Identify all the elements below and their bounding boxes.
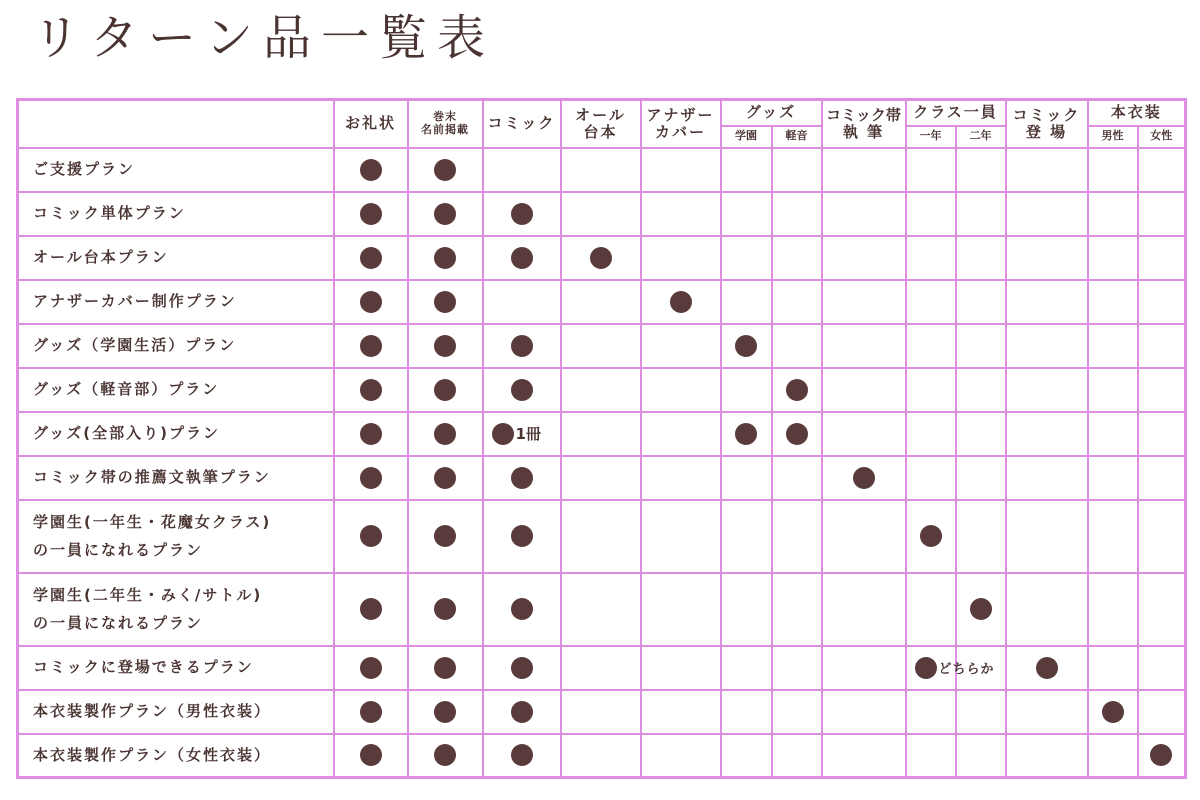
header-appear-line1: コミック — [1012, 105, 1081, 124]
plan-name-line: 学園生(二年生・みく/サトル) — [33, 585, 263, 604]
cell-class-first — [906, 324, 956, 368]
cell-appear — [1006, 412, 1088, 456]
header-plan-corner — [18, 100, 334, 148]
cell-class-first — [906, 573, 956, 646]
cell-class-first — [906, 734, 956, 778]
cell-goods-music — [772, 236, 822, 280]
cell-volume-end — [408, 573, 483, 646]
included-dot — [360, 525, 382, 547]
cell-class-second — [956, 690, 1006, 734]
cell-obi — [822, 192, 906, 236]
cell-goods-school — [721, 148, 772, 192]
cell-costume-male — [1088, 734, 1138, 778]
cell-costume-male — [1088, 412, 1138, 456]
cell-letter — [334, 456, 408, 500]
plan-name-line: コミックに登場できるプラン — [33, 658, 254, 677]
included-dot — [670, 291, 692, 313]
included-dot — [434, 598, 456, 620]
included-dot — [434, 335, 456, 357]
cell-appear — [1006, 456, 1088, 500]
plan-rows — [18, 148, 1186, 778]
cell-costume-male — [1088, 573, 1138, 646]
included-dot — [915, 657, 937, 679]
cell-letter — [334, 690, 408, 734]
cell-class-second — [956, 412, 1006, 456]
cell-appear — [1006, 573, 1088, 646]
included-dot — [511, 203, 533, 225]
cell-note: どちらか — [938, 662, 995, 677]
cell-costume-female — [1138, 500, 1186, 573]
cell-costume-female — [1138, 646, 1186, 690]
included-dot — [434, 379, 456, 401]
cell-comic — [483, 236, 561, 280]
cell-class-first — [906, 646, 995, 690]
included-dot — [511, 744, 533, 766]
plan-name — [18, 412, 334, 456]
cell-goods-school — [721, 236, 772, 280]
cell-goods-school — [721, 324, 772, 368]
included-dot — [434, 159, 456, 181]
cell-letter — [334, 646, 408, 690]
cell-goods-music — [772, 412, 822, 456]
cell-appear — [1006, 192, 1088, 236]
included-dot — [492, 423, 514, 445]
cell-another-cover — [641, 690, 721, 734]
cell-volume-end — [408, 734, 483, 778]
cell-obi — [822, 500, 906, 573]
cell-class-second — [956, 368, 1006, 412]
cell-obi — [822, 573, 906, 646]
cell-another-cover — [641, 412, 721, 456]
included-dot — [360, 744, 382, 766]
included-dot — [1036, 657, 1058, 679]
cell-appear — [1006, 646, 1088, 690]
header-all-script-line1: オール — [575, 105, 626, 124]
cell-letter — [334, 280, 408, 324]
included-dot — [853, 467, 875, 489]
cell-costume-female — [1138, 456, 1186, 500]
cell-comic — [483, 646, 561, 690]
cell-costume-female — [1138, 148, 1186, 192]
cell-goods-school — [721, 573, 772, 646]
cell-all-script — [561, 148, 641, 192]
cell-another-cover — [641, 280, 721, 324]
plan-row — [18, 236, 1186, 280]
plan-row — [18, 690, 1186, 734]
header-another-cover-line1: アナザー — [646, 105, 715, 124]
cell-comic — [483, 456, 561, 500]
included-dot — [511, 467, 533, 489]
plan-name-line: 本衣装製作プラン（男性衣装） — [33, 702, 272, 721]
cell-class-first — [906, 236, 956, 280]
cell-comic — [483, 690, 561, 734]
cell-costume-female — [1138, 192, 1186, 236]
plan-row — [18, 280, 1186, 324]
cell-costume-male — [1088, 368, 1138, 412]
plan-name-line: コミック帯の推薦文執筆プラン — [33, 468, 271, 487]
included-dot — [1150, 744, 1172, 766]
header-volume-end — [408, 100, 483, 148]
plan-row — [18, 148, 1186, 192]
cell-appear — [1006, 368, 1088, 412]
plan-name — [18, 192, 334, 236]
included-dot — [735, 335, 757, 357]
header-volume-end-line2: 名前掲載 — [421, 122, 469, 136]
header-costume: 本衣装 — [1088, 100, 1186, 126]
cell-goods-school — [721, 192, 772, 236]
cell-all-script — [561, 573, 641, 646]
cell-obi — [822, 412, 906, 456]
cell-costume-female — [1138, 324, 1186, 368]
cell-goods-music — [772, 456, 822, 500]
header-class-first: 一年 — [906, 126, 956, 148]
cell-volume-end — [408, 236, 483, 280]
cell-all-script — [561, 324, 641, 368]
included-dot — [360, 701, 382, 723]
cell-costume-female — [1138, 412, 1186, 456]
header-letter: お礼状 — [334, 100, 408, 148]
cell-class-second — [956, 192, 1006, 236]
cell-all-script — [561, 192, 641, 236]
header-appear-line2: 登 場 — [1025, 122, 1068, 141]
plan-name — [18, 368, 334, 412]
cell-all-script — [561, 646, 641, 690]
included-dot — [360, 598, 382, 620]
cell-class-first — [906, 368, 956, 412]
cell-volume-end — [408, 690, 483, 734]
cell-obi — [822, 456, 906, 500]
header-obi-line2: 執 筆 — [842, 122, 885, 141]
cell-obi — [822, 280, 906, 324]
included-dot — [920, 525, 942, 547]
plan-row — [18, 456, 1186, 500]
included-dot — [434, 744, 456, 766]
included-dot — [434, 701, 456, 723]
header-obi-line1: コミック帯 — [826, 105, 901, 124]
header-costume-male: 男性 — [1088, 126, 1138, 148]
cell-another-cover — [641, 324, 721, 368]
cell-goods-school — [721, 368, 772, 412]
cell-volume-end — [408, 456, 483, 500]
cell-costume-male — [1088, 236, 1138, 280]
cell-volume-end — [408, 646, 483, 690]
plan-name-line: グッズ（学園生活）プラン — [33, 336, 237, 355]
cell-costume-female — [1138, 236, 1186, 280]
included-dot — [360, 657, 382, 679]
cell-all-script — [561, 412, 641, 456]
plan-name-line: の一員になれるプラン — [33, 541, 204, 559]
included-dot — [786, 379, 808, 401]
cell-goods-music — [772, 368, 822, 412]
cell-obi — [822, 236, 906, 280]
cell-letter — [334, 148, 408, 192]
cell-costume-female — [1138, 280, 1186, 324]
cell-obi — [822, 368, 906, 412]
included-dot — [511, 335, 533, 357]
included-dot — [360, 467, 382, 489]
cell-letter — [334, 734, 408, 778]
header-class-member: クラス一員 — [906, 100, 1006, 126]
cell-another-cover — [641, 236, 721, 280]
cell-comic — [483, 500, 561, 573]
cell-comic — [483, 192, 561, 236]
cell-obi — [822, 646, 906, 690]
cell-costume-female — [1138, 368, 1186, 412]
cell-all-script — [561, 280, 641, 324]
cell-costume-male — [1088, 192, 1138, 236]
included-dot — [590, 247, 612, 269]
included-dot — [511, 598, 533, 620]
cell-costume-male — [1088, 280, 1138, 324]
plan-name — [18, 324, 334, 368]
plan-name — [18, 646, 334, 690]
cell-appear — [1006, 236, 1088, 280]
cell-letter — [334, 236, 408, 280]
cell-all-script — [561, 734, 641, 778]
included-dot — [970, 598, 992, 620]
cell-note: 1冊 — [515, 425, 541, 443]
cell-another-cover — [641, 646, 721, 690]
header-volume-end-line1: 巻末 — [433, 110, 457, 124]
cell-all-script — [561, 368, 641, 412]
included-dot — [434, 291, 456, 313]
header-goods: グッズ — [721, 100, 822, 126]
cell-class-first — [906, 192, 956, 236]
cell-class-first — [906, 280, 956, 324]
cell-goods-school — [721, 690, 772, 734]
included-dot — [511, 247, 533, 269]
cell-class-second — [956, 148, 1006, 192]
cell-goods-school — [721, 456, 772, 500]
cell-another-cover — [641, 573, 721, 646]
cell-another-cover — [641, 456, 721, 500]
included-dot — [360, 159, 382, 181]
included-dot — [434, 525, 456, 547]
cell-class-second — [956, 236, 1006, 280]
included-dot — [434, 423, 456, 445]
cell-appear — [1006, 690, 1088, 734]
cell-another-cover — [641, 148, 721, 192]
cell-letter — [334, 500, 408, 573]
plan-name-line: の一員になれるプラン — [33, 614, 204, 632]
included-dot — [511, 525, 533, 547]
cell-class-second — [956, 734, 1006, 778]
plan-name-line: アナザーカバー制作プラン — [33, 292, 237, 311]
plan-name — [18, 456, 334, 500]
cell-goods-music — [772, 280, 822, 324]
included-dot — [735, 423, 757, 445]
cell-letter — [334, 412, 408, 456]
header-goods-school: 学園 — [721, 126, 772, 148]
cell-goods-school — [721, 734, 772, 778]
plan-name — [18, 280, 334, 324]
cell-another-cover — [641, 192, 721, 236]
cell-costume-male — [1088, 148, 1138, 192]
cell-another-cover — [641, 500, 721, 573]
header-obi — [822, 100, 906, 148]
cell-appear — [1006, 148, 1088, 192]
cell-class-second — [956, 280, 1006, 324]
cell-costume-male — [1088, 646, 1138, 690]
header-another-cover-line2: カバー — [654, 122, 706, 141]
cell-goods-school — [721, 646, 772, 690]
cell-goods-music — [772, 192, 822, 236]
cell-volume-end — [408, 148, 483, 192]
included-dot — [434, 657, 456, 679]
cell-class-second — [956, 573, 1006, 646]
header-class-second: 二年 — [956, 126, 1006, 148]
header-goods-music: 軽音 — [772, 126, 822, 148]
cell-appear — [1006, 280, 1088, 324]
included-dot — [434, 203, 456, 225]
cell-volume-end — [408, 280, 483, 324]
plan-row — [18, 646, 1186, 690]
cell-all-script — [561, 456, 641, 500]
cell-costume-male — [1088, 456, 1138, 500]
header-another-cover — [641, 100, 721, 148]
plan-name — [18, 573, 334, 646]
included-dot — [360, 291, 382, 313]
cell-comic — [483, 412, 561, 456]
cell-letter — [334, 324, 408, 368]
cell-goods-music — [772, 573, 822, 646]
cell-goods-music — [772, 324, 822, 368]
cell-comic — [483, 148, 561, 192]
plan-row — [18, 500, 1186, 573]
header-costume-female: 女性 — [1138, 126, 1186, 148]
cell-class-first — [906, 690, 956, 734]
cell-goods-music — [772, 646, 822, 690]
cell-volume-end — [408, 324, 483, 368]
cell-goods-school — [721, 280, 772, 324]
included-dot — [1102, 701, 1124, 723]
plan-name — [18, 690, 334, 734]
cell-costume-female — [1138, 573, 1186, 646]
cell-goods-music — [772, 690, 822, 734]
included-dot — [511, 379, 533, 401]
cell-appear — [1006, 500, 1088, 573]
cell-comic — [483, 734, 561, 778]
cell-another-cover — [641, 734, 721, 778]
cell-class-second — [956, 324, 1006, 368]
cell-appear — [1006, 734, 1088, 778]
cell-appear — [1006, 324, 1088, 368]
header-all-script-line2: 台本 — [583, 122, 618, 141]
cell-volume-end — [408, 500, 483, 573]
cell-goods-music — [772, 734, 822, 778]
cell-another-cover — [641, 368, 721, 412]
cell-class-second — [956, 500, 1006, 573]
cell-obi — [822, 690, 906, 734]
cell-class-first — [906, 148, 956, 192]
plan-row — [18, 734, 1186, 778]
plan-name-line: 学園生(一年生・花魔女クラス) — [33, 512, 272, 531]
included-dot — [434, 467, 456, 489]
plan-row — [18, 192, 1186, 236]
header-all-script — [561, 100, 641, 148]
plan-name-line: オール台本プラン — [33, 248, 169, 267]
cell-volume-end — [408, 368, 483, 412]
plan-row — [18, 324, 1186, 368]
cell-obi — [822, 734, 906, 778]
plan-name-line: コミック単体プラン — [33, 204, 186, 223]
cell-costume-male — [1088, 500, 1138, 573]
cell-letter — [334, 573, 408, 646]
cell-costume-female — [1138, 690, 1186, 734]
included-dot — [360, 379, 382, 401]
included-dot — [434, 247, 456, 269]
returns-table — [16, 98, 1187, 779]
cell-costume-female — [1138, 734, 1186, 778]
included-dot — [511, 657, 533, 679]
header-comic: コミック — [483, 100, 561, 148]
cell-volume-end — [408, 412, 483, 456]
cell-letter — [334, 368, 408, 412]
cell-class-second — [956, 456, 1006, 500]
included-dot — [786, 423, 808, 445]
cell-comic — [483, 324, 561, 368]
plan-row — [18, 412, 1186, 456]
included-dot — [360, 335, 382, 357]
plan-name — [18, 236, 334, 280]
cell-class-first — [906, 456, 956, 500]
cell-goods-music — [772, 500, 822, 573]
included-dot — [360, 203, 382, 225]
included-dot — [360, 423, 382, 445]
plan-name-line: グッズ（軽音部）プラン — [33, 380, 220, 399]
cell-obi — [822, 324, 906, 368]
cell-class-first — [906, 500, 956, 573]
included-dot — [360, 247, 382, 269]
cell-all-script — [561, 236, 641, 280]
cell-goods-school — [721, 412, 772, 456]
page-title: リターン品一覧表 — [32, 10, 496, 66]
plan-name — [18, 500, 334, 573]
cell-goods-music — [772, 148, 822, 192]
cell-comic — [483, 280, 561, 324]
plan-row — [18, 573, 1186, 646]
cell-obi — [822, 148, 906, 192]
plan-name — [18, 734, 334, 778]
cell-class-first — [906, 412, 956, 456]
cell-costume-male — [1088, 324, 1138, 368]
cell-comic — [483, 368, 561, 412]
plan-row — [18, 368, 1186, 412]
cell-comic — [483, 573, 561, 646]
cell-volume-end — [408, 192, 483, 236]
included-dot — [511, 701, 533, 723]
cell-all-script — [561, 690, 641, 734]
plan-name-line: 本衣装製作プラン（女性衣装） — [33, 746, 272, 764]
plan-name-line: グッズ(全部入り)プラン — [33, 424, 220, 443]
cell-goods-school — [721, 500, 772, 573]
cell-letter — [334, 192, 408, 236]
plan-name-line: ご支援プラン — [33, 160, 136, 179]
cell-costume-male — [1088, 690, 1138, 734]
plan-name — [18, 148, 334, 192]
header-appear — [1006, 100, 1088, 148]
cell-all-script — [561, 500, 641, 573]
